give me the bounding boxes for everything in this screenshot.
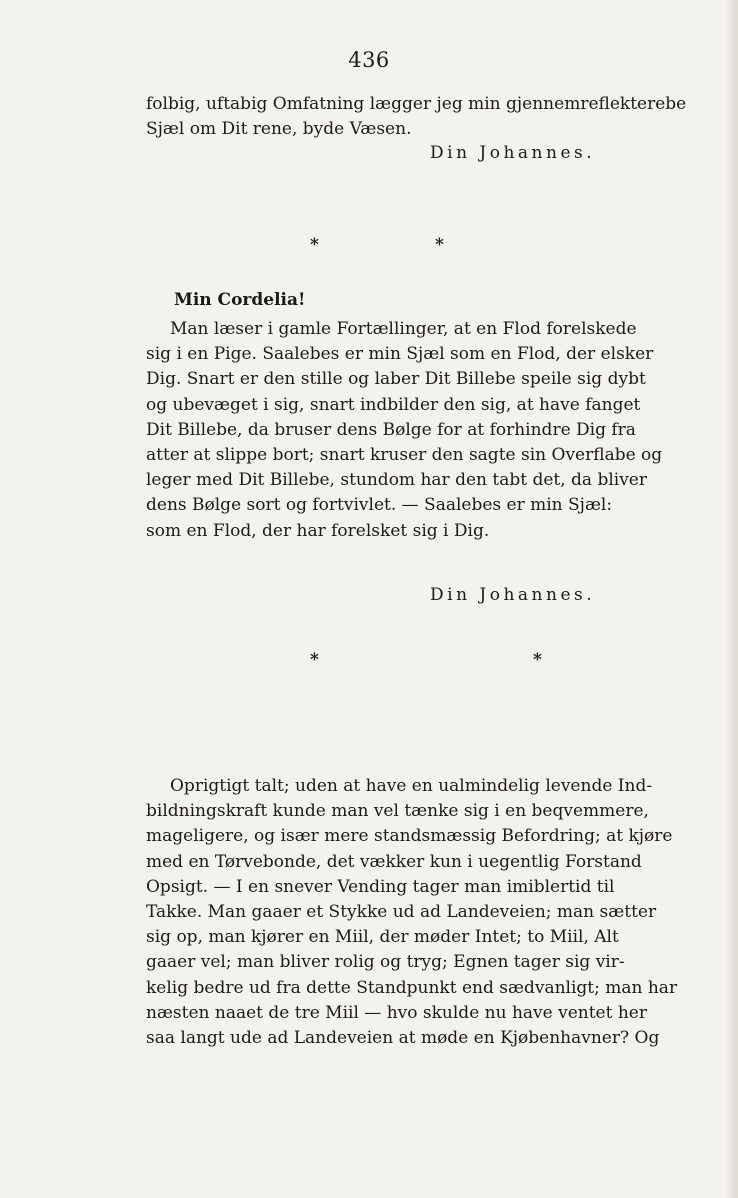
- text-line: Man læser i gamle Fortællinger, at en Flod forelskede: [170, 319, 637, 339]
- text-line: atter at slippe bort; snart kruser den sagte sin Overflabe og: [146, 445, 663, 466]
- separator-asterisk: *: [435, 235, 444, 255]
- text-line: kelig bedre ud fra dette Standpunkt end sædvanligt; man har: [146, 977, 678, 998]
- text-line: Opsigt. — I en snever Vending tager man imiblertid til: [146, 876, 615, 897]
- text-line: folbig, uftabig Omfatning lægger jeg min gjennemreflekterebe: [146, 94, 687, 114]
- text-line: mageligere, og især mere standsmæssig Befordring; at kjøre: [146, 826, 673, 847]
- text-line: bildningskraft kunde man vel tænke sig i en beqvemmere,: [146, 801, 649, 822]
- page-edge-shadow: [724, 0, 738, 1198]
- letter-closing-paragraph: [146, 92, 687, 142]
- letter-body-paragraph: [146, 317, 663, 544]
- text-line: næsten naaet de tre Miil — hvo skulde nu have ventet her: [146, 1002, 647, 1023]
- text-line: Takke. Man gaaer et Stykke ud ad Landeveien; man sætter: [146, 902, 657, 923]
- text-line: sig op, man kjører en Miil, der møder Intet; to Miil, Alt: [146, 927, 619, 948]
- separator-asterisk: *: [310, 235, 319, 255]
- text-line: Oprigtigt talt; uden at have en ualmindelig levende Ind-: [170, 776, 653, 796]
- text-line: med en Tørvebonde, det vækker kun i uegentlig Forstand: [146, 851, 642, 872]
- text-line: som en Flod, der har forelsket sig i Dig.: [146, 520, 490, 541]
- text-line: gaaer vel; man bliver rolig og tryg; Egnen tager sig vir-: [146, 952, 625, 973]
- separator-asterisk: *: [310, 650, 319, 670]
- letter-salutation: Min Cordelia!: [174, 290, 306, 310]
- text-line: Sjæl om Dit rene, byde Væsen.: [146, 119, 412, 140]
- page-number: 436: [348, 48, 390, 72]
- letter-signature: Din Johannes.: [430, 585, 596, 605]
- text-line: dens Bølge sort og fortvivlet. — Saalebes er min Sjæl:: [146, 495, 613, 516]
- letter-signature: Din Johannes.: [430, 143, 596, 163]
- narrative-paragraph: [146, 774, 678, 1051]
- text-line: og ubevæget i sig, snart indbilder den sig, at have fanget: [146, 394, 641, 415]
- text-line: Dig. Snart er den stille og laber Dit Billebe speile sig dybt: [146, 369, 646, 390]
- text-line: leger med Dit Billebe, stundom har den tabt det, da bliver: [146, 470, 647, 491]
- text-line: sig i en Pige. Saalebes er min Sjæl som en Flod, der elsker: [146, 344, 654, 365]
- text-line: Dit Billebe, da bruser dens Bølge for at forhindre Dig fra: [146, 419, 636, 440]
- text-line: saa langt ude ad Landeveien at møde en Kjøbenhavner? Og: [146, 1028, 660, 1049]
- separator-asterisk: *: [533, 650, 542, 670]
